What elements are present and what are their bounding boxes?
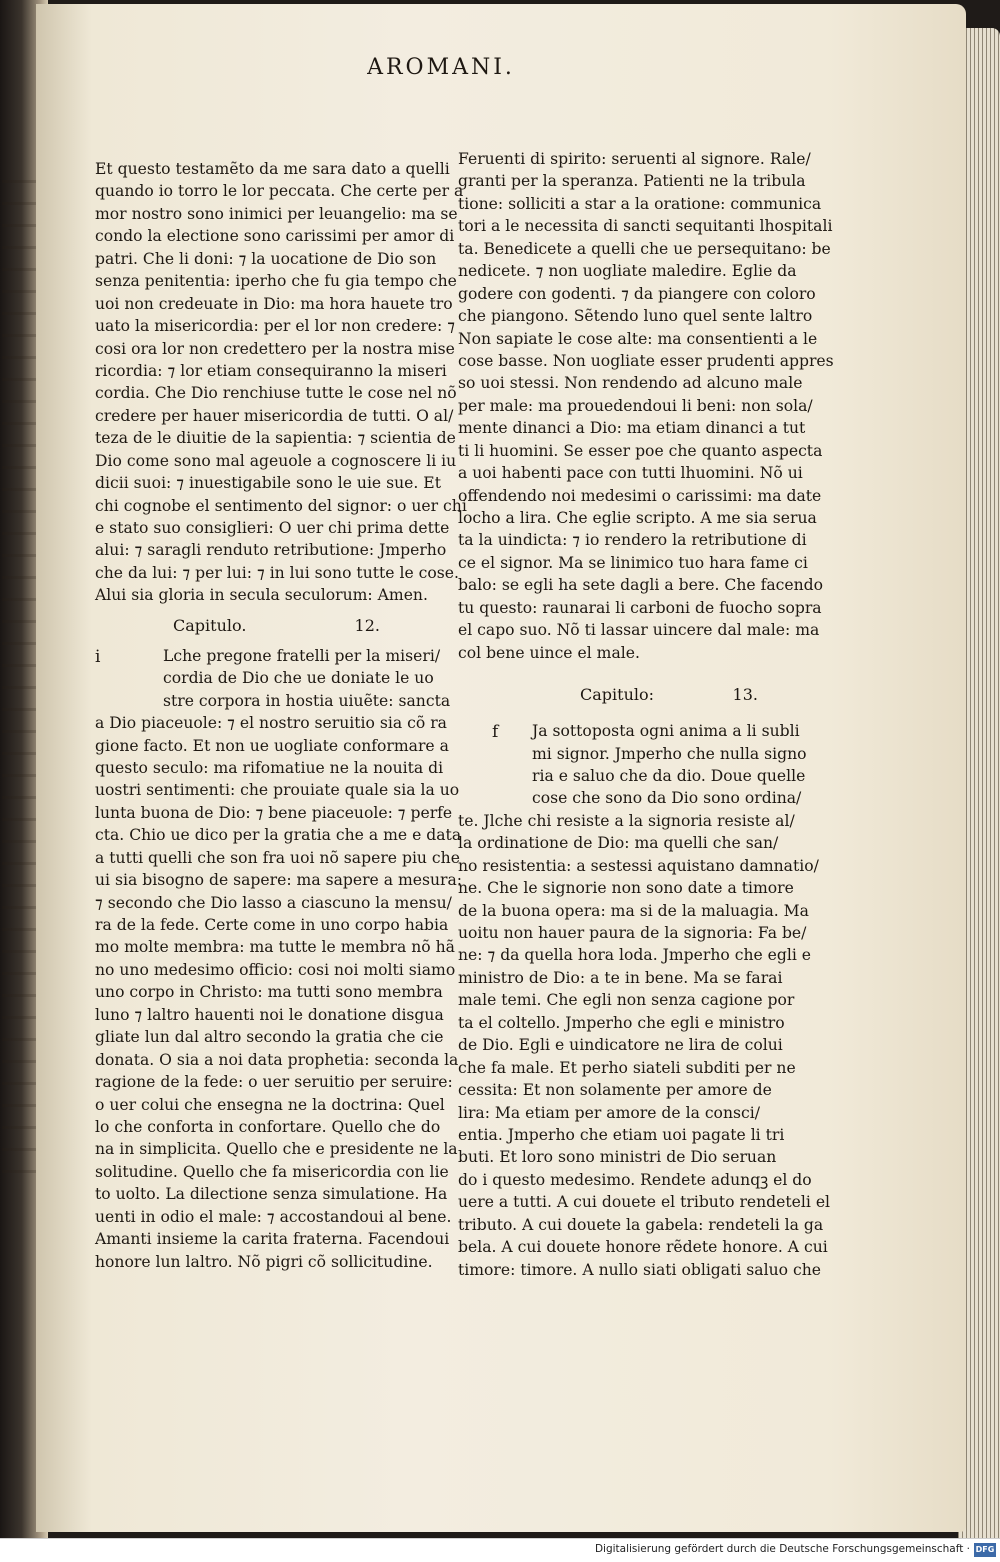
text-line: no resistentia: a sestessi aquistano damnatio/: [458, 856, 819, 875]
text-line: granti per la speranza. Patienti ne la tribula: [458, 172, 806, 191]
text-line: questo seculo: ma rifomatiue ne la nouita di: [95, 758, 444, 777]
text-line: offendendo noi medesimi o carissimi: ma date: [458, 486, 822, 505]
running-head: AROMANI.: [367, 55, 515, 80]
text-line: chi cognobe el sentimento del signor: o uer chi: [95, 496, 467, 515]
text-line: uoitu non hauer paura de la signoria: Fa be/: [458, 924, 807, 942]
text-line: gione facto. Et non ue uogliate conformare a: [95, 736, 449, 755]
text-line: Non sapiate le cose alte: ma consentienti a le: [458, 329, 818, 348]
text-line: lunta buona de Dio: ⁊ bene piaceuole: ⁊ perfe: [95, 803, 453, 822]
chapter-12-opening: [95, 645, 451, 712]
chapter-label: Capitulo:: [580, 685, 655, 705]
text-line: nedicete. ⁊ non uogliate maledire. Eglie da: [458, 262, 797, 281]
footer-credit: Digitalisierung gefördert durch die Deutsche Forschungsgemeinschaft ·: [594, 1543, 970, 1555]
text-line: uenti in odio el male: ⁊ accostandoui al bene.: [95, 1207, 452, 1226]
text-line: condo la electione sono carissimi per amor di: [95, 227, 455, 246]
text-line: Amanti insieme la carita fraterna. Facendoui: [95, 1230, 450, 1249]
text-line: credere per hauer misericordia de tutti. O al/: [95, 406, 454, 425]
dfg-logo: DFG: [974, 1543, 996, 1557]
indented-lines: [458, 720, 807, 810]
text-line: el capo suo. Nõ ti lassar uincere dal male: ma: [458, 621, 820, 640]
text-line: patri. Che li doni: ⁊ la uocatione de Dio son: [95, 249, 437, 268]
text-line: che fa male. Et perho siateli subditi per ne: [458, 1058, 796, 1077]
text-line: tione: solliciti a star a la oratione: communica: [458, 194, 822, 213]
chapter-13-text: [458, 810, 831, 1281]
text-line: tu questo: raunarai li carboni de fuocho sopra: [458, 598, 822, 617]
text-line: mi signor. Jmperho che nulla signo: [532, 744, 807, 763]
text-line: buti. Et loro sono ministri de Dio seruan: [458, 1148, 777, 1167]
text-line: per male: ma prouedendoui li beni: non sola/: [458, 396, 813, 415]
text-line: so uoi stessi. Non rendendo ad alcuno male: [458, 374, 803, 393]
text-line: che da lui: ⁊ per lui: ⁊ in lui sono tutte le cose.: [95, 563, 459, 582]
text-line: ce el signor. Ma se linimico tuo hara fame ci: [458, 553, 808, 572]
text-line: a Dio piaceuole: ⁊ el nostro seruitio sia cõ ra: [95, 714, 447, 733]
text-line: Feruenti di spirito: seruenti al signore. Rale/: [458, 150, 811, 168]
text-line: teza de le diuitie de la sapientia: ⁊ scientia de: [95, 429, 456, 448]
text-line: uostri sentimenti: che prouiate quale sia la uo: [95, 781, 460, 800]
text-line: de Dio. Egli e uindicatore ne lira de colui: [458, 1036, 783, 1055]
text-line: ta. Benedicete a quelli che ue persequitano: be: [458, 239, 831, 258]
text-line: alui: ⁊ saragli renduto retributione: Jmperho: [95, 541, 447, 560]
text-line: ria e saluo che da dio. Doue quelle: [532, 766, 806, 785]
text-line: tributo. A cui douete la gabela: rendeteli la ga: [458, 1215, 824, 1234]
text-line: entia. Jmperho che etiam uoi pagate li tri: [458, 1125, 785, 1144]
text-line: cta. Chio ue dico per la gratia che a me e data: [95, 826, 462, 845]
text-line: e stato suo consiglieri: O uer chi prima dette: [95, 519, 450, 537]
text-line: honore lun laltro. Nõ pigri cõ sollicitudine.: [95, 1252, 433, 1271]
text-line: senza penitentia: iperho che fu gia tempo che: [95, 272, 457, 291]
text-line: dicii suoi: ⁊ inuestigabile sono le uie sue. Et: [95, 474, 441, 493]
text-line: Lche pregone fratelli per la miseri/: [163, 646, 441, 665]
text-line: locho a lira. Che eglie scripto. A me sia serua: [458, 509, 817, 527]
chapter-heading-13: [458, 676, 788, 714]
text-line: ta la uindicta: ⁊ io rendero la retributione di: [458, 531, 807, 550]
text-line: te. Jlche chi resiste a la signoria resiste al/: [458, 811, 795, 830]
text-line: Dio come sono mal ageuole a cognoscere li iu: [95, 451, 457, 470]
text-line: Ja sottoposta ogni anima a li subli: [532, 722, 800, 741]
text-line: cose basse. Non uogliate esser prudenti appres: [458, 351, 834, 370]
text-line: ministro de Dio: a te in bene. Ma se farai: [458, 968, 783, 987]
footer-bar: [0, 1538, 1000, 1562]
text-line: na in simplicita. Quello che e presidente ne la: [95, 1140, 458, 1159]
text-line: ne. Che le signorie non sono date a timore: [458, 879, 794, 898]
text-line: no uno medesimo officio: cosi noi molti siamo: [95, 960, 456, 979]
chapter-13-opening: [458, 720, 807, 810]
right-text-block: [458, 148, 834, 664]
text-line: lo che conforta in confortare. Quello che do: [95, 1117, 441, 1136]
text-line: cordia de Dio che ue doniate le uo: [163, 669, 434, 688]
text-line: stre corpora in hostia uiuẽte: sancta: [163, 691, 451, 710]
text-line: tori a le necessita di sancti sequitanti lhospitali: [458, 217, 833, 236]
text-line: uno corpo in Christo: ma tutti sono membra: [95, 983, 443, 1002]
text-line: a tutti quelli che son fra uoi nõ sapere piu che: [95, 848, 460, 867]
text-line: cose che sono da Dio sono ordina/: [532, 789, 802, 808]
text-line: mente dinanci a Dio: ma etiam dinanci a tut: [458, 419, 806, 438]
indented-lines: [95, 645, 451, 712]
text-line: ta el coltello. Jmperho che egli e ministro: [458, 1013, 785, 1032]
chapter-label: Capitulo.: [173, 615, 247, 635]
text-line: cordia. Che Dio renchiuse tutte le cose nel nõ: [95, 384, 457, 403]
text-line: mor nostro sono inimici per leuangelio: ma se: [95, 204, 458, 223]
text-line: col bene uince el male.: [458, 643, 640, 662]
text-line: ricordia: ⁊ lor etiam consequiranno la miseri: [95, 361, 447, 380]
text-line: do i questo medesimo. Rendete adunqꝫ el do: [458, 1170, 812, 1189]
text-line: quando io torro le lor peccata. Che certe per a: [95, 182, 464, 201]
text-line: lira: Ma etiam per amore de la consci/: [458, 1103, 760, 1122]
text-line: ti li huomini. Se esser poe che quanto aspecta: [458, 441, 823, 460]
chapter-heading-12: [95, 607, 410, 645]
text-line: o uer colui che ensegna ne la doctrina: Quel: [95, 1095, 445, 1114]
text-line: cosi ora lor non credettero per la nostra mise: [95, 339, 455, 358]
text-line: to uolto. La dilectione senza simulatione. Ha: [95, 1185, 448, 1204]
text-line: a uoi habenti pace con tutti lhuomini. Nõ ui: [458, 464, 803, 483]
text-line: luno ⁊ laltro hauenti noi le donatione disgua: [95, 1005, 444, 1024]
text-line: ragione de la fede: o uer seruitio per seruire:: [95, 1073, 453, 1092]
text-line: godere con godenti. ⁊ da piangere con coloro: [458, 284, 816, 303]
text-line: ⁊ secondo che Dio lasso a ciascuno la mensu/: [95, 893, 452, 912]
text-line: ui sia bisogno de sapere: ma sapere a mesura:: [95, 871, 463, 890]
text-line: cessita: Et non solamente per amore de: [458, 1081, 772, 1100]
text-line: uoi non credeuate in Dio: ma hora hauete tro: [95, 294, 453, 313]
right-column: [458, 148, 834, 1281]
chapter-12-text: [95, 712, 463, 1273]
text-line: la ordinatione de Dio: ma quelli che san/: [458, 834, 779, 853]
guide-letter: i: [95, 646, 101, 667]
text-line: Alui sia gloria in secula seculorum: Amen.: [95, 586, 428, 605]
text-line: de la buona opera: ma si de la maluagia. Ma: [458, 901, 809, 920]
text-line: uato la misericordia: per el lor non credere: ⁊: [95, 317, 455, 336]
text-line: timore: timore. A nullo siati obligati saluo che: [458, 1260, 821, 1279]
left-text-block: [95, 158, 467, 607]
guide-letter: f: [492, 722, 499, 743]
text-line: donata. O sia a noi data prophetia: seconda la: [95, 1050, 459, 1069]
text-line: uere a tutti. A cui douete el tributo rendeteli el: [458, 1193, 831, 1212]
text-line: balo: se egli ha sete dagli a bere. Che facendo: [458, 576, 824, 595]
text-line: solitudine. Quello che fa misericordia con lie: [95, 1162, 449, 1181]
text-line: che piangono. Sẽtendo luno quel sente laltro: [458, 307, 813, 326]
chapter-number: 13.: [732, 685, 758, 705]
left-column: [95, 158, 467, 1273]
text-line: ne: ⁊ da quella hora loda. Jmperho che egli e: [458, 946, 812, 965]
text-line: mo molte membra: ma tutte le membra nõ hã: [95, 938, 455, 957]
text-line: Et questo testamẽto da me sara dato a quelli: [95, 160, 450, 178]
text-line: ra de la fede. Certe come in uno corpo habia: [95, 916, 449, 934]
text-line: gliate lun dal altro secondo la gratia che cie: [95, 1028, 444, 1047]
chapter-number: 12.: [354, 615, 380, 635]
text-line: male temi. Che egli non senza cagione por: [458, 991, 795, 1010]
text-line: bela. A cui douete honore rẽdete honore. A cui: [458, 1238, 828, 1257]
